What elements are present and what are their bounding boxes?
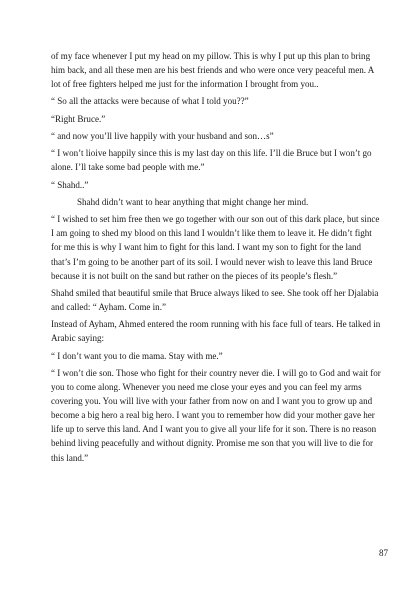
paragraph: “ I don’t want you to die mama. Stay with me.” — [51, 350, 223, 361]
paragraph: Shahd didn’t want to hear anything that might change her mind. — [77, 196, 309, 207]
body-text — [51, 49, 381, 468]
paragraph: “Right Bruce.” — [51, 113, 106, 124]
paragraph: “ I won’t lioive happily since this is my last day on this life. I’ll die Bruce but I won’t go alone. I’ll take some bad people with me.” — [51, 148, 372, 173]
paragraph: of my face whenever I put my head on my pillow. This is why I put up this plan to bring him back, and all these men are his best friends and who were once very peaceful men. A lot of free fighters helped me just for the information I brought from you.. — [51, 51, 374, 90]
paragraph: Instead of Ayham, Ahmed entered the room running with his face full of tears. He talked in Arabic saying: — [51, 319, 381, 344]
page-number: 87 — [379, 548, 388, 558]
paragraph: “ So all the attacks were because of what I told you??” — [51, 96, 249, 107]
paragraph: “ and now you’ll live happily with your husband and son…s” — [51, 131, 274, 142]
paragraph: “ I won’t die son. Those who fight for their country never die. I will go to God and wait for you to come along. Whenever you need me close your eyes and you can feel my arms covering you. You will live with your father from now on and I want you to grow up and become a big hero a real big hero. I want you to remember how did your mother gave her life up to serve this land. And I want you to give all your life for it son. There is no reason behind living peacefully and without dignity. Promise me son that you will live to die for this land.” — [51, 367, 381, 463]
paragraph: “ Shahd..” — [51, 179, 89, 190]
paragraph: Shahd smiled that beautiful smile that Bruce always liked to see. She took off her Djalabia and called: “ Ayham. Come in.” — [51, 287, 379, 312]
paragraph: “ I wished to set him free then we go together with our son out of this dark place, but since I am going to shed my blood on this land I wouldn’t like them to leave it. He didn’t fight for me this is why I want him to fight for this land. I want my son to fight for the land that’s I’m going to be another part of its soil. I would never wish to leave this land Bruce because it is not built on the sand but rather on the pieces of its people’s flesh.” — [51, 214, 380, 281]
